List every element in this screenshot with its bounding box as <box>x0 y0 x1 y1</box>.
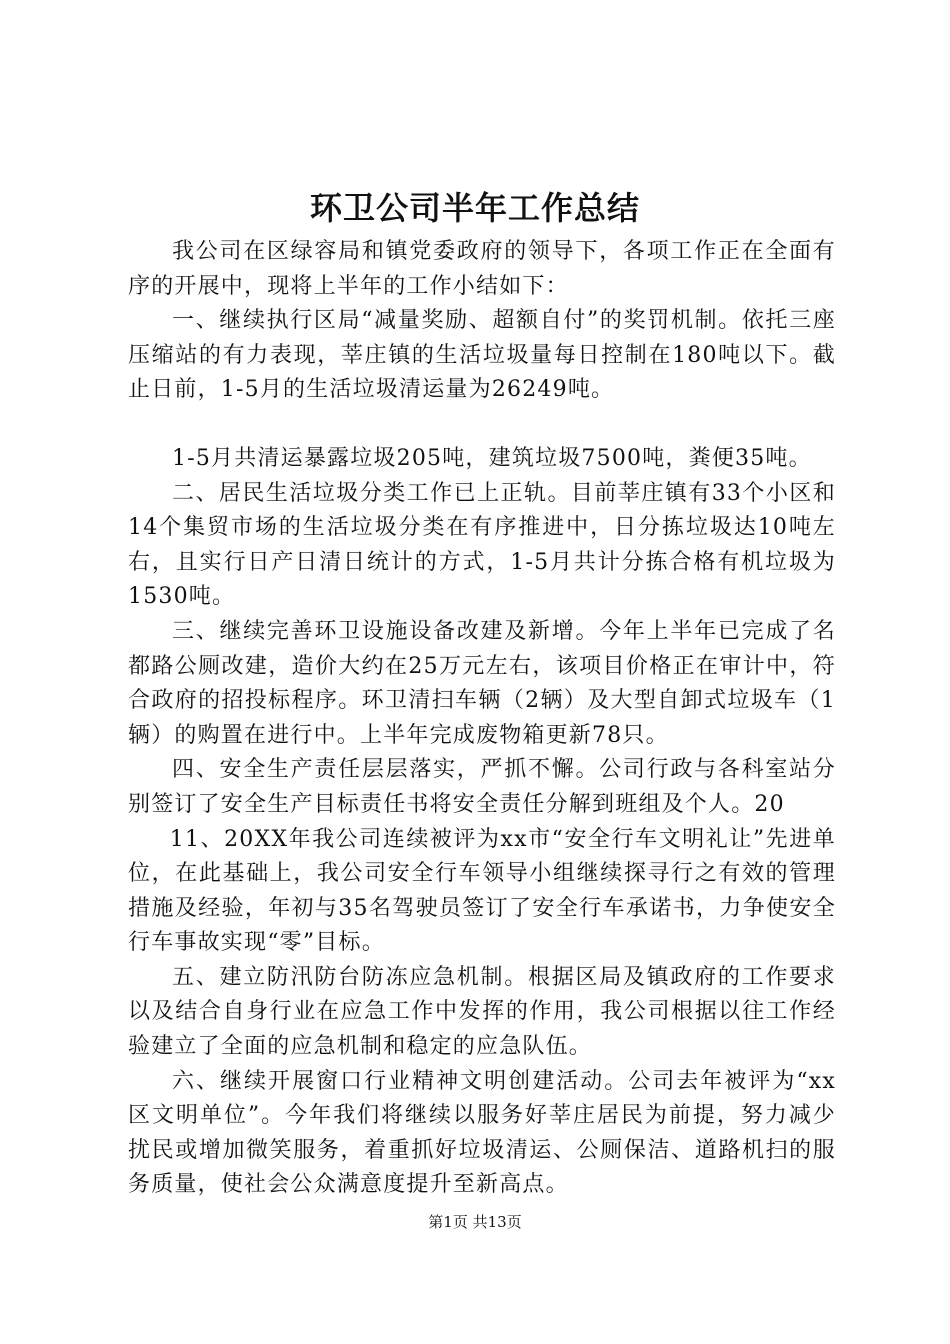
paragraph-section-6: 六、继续开展窗口行业精神文明创建活动。公司去年被评为“xx区文明单位”。今年我们将继续以服务好莘庄居民为前提，努力减少扰民或增加微笑服务，着重抓好垃圾清运、公厕保洁、道路机扫的服务质量，使社会公众满意度提升至新高点。 <box>128 1068 836 1198</box>
paragraph-intro: 我公司在区绿容局和镇党委政府的领导下，各项工作正在全面有序的开展中，现将上半年的工作小结如下： <box>128 239 836 299</box>
document-body <box>128 235 836 1203</box>
page-number-footer: 第1页 共13页 <box>428 1213 522 1231</box>
paragraph-section-1: 一、继续执行区局“减量奖励、超额自付”的奖罚机制。依托三座压缩站的有力表现，莘庄镇的生活垃圾量每日控制在180吨以下。截止日前，1-5月的生活垃圾清运量为26249吨。 <box>128 308 836 403</box>
paragraph-section-1-continued: 1-5月共清运暴露垃圾205吨，建筑垃圾7500吨，粪便35吨。 <box>172 445 812 471</box>
paragraph-section-4-continued: 11、20XX年我公司连续被评为xx市“安全行车文明礼让”先进单位，在此基础上，我公司安全行车领导小组继续探寻行之有效的管理措施及经验，年初与35名驾驶员签订了安全行车承诺书，力争使安全行车事故实现“零”目标。 <box>128 826 836 956</box>
paragraph-section-5: 五、建立防汛防台防冻应急机制。根据区局及镇政府的工作要求以及结合自身行业在应急工作中发挥的作用，我公司根据以往工作经验建立了全面的应急机制和稳定的应急队伍。 <box>128 964 836 1060</box>
paragraph-section-3: 三、继续完善环卫设施设备改建及新增。今年上半年已完成了名都路公厕改建，造价大约在25万元左右，该项目价格正在审计中，符合政府的招投标程序。环卫清扫车辆（2辆）及大型自卸式垃圾车（1辆）的购置在进行中。上半年完成废物箱更新78只。 <box>128 618 836 748</box>
paragraph-section-4: 四、安全生产责任层层落实，严抓不懈。公司行政与各科室站分别签订了安全生产目标责任书将安全责任分解到班组及个人。20 <box>128 757 836 817</box>
page-title: 环卫公司半年工作总结 <box>309 189 640 227</box>
paragraph-section-2: 二、居民生活垃圾分类工作已上正轨。目前莘庄镇有33个小区和14个集贸市场的生活垃圾分类在有序推进中，日分拣垃圾达10吨左右，且实行日产日清日统计的方式，1-5月共计分拣合格有机垃圾为1530吨。 <box>128 480 836 610</box>
